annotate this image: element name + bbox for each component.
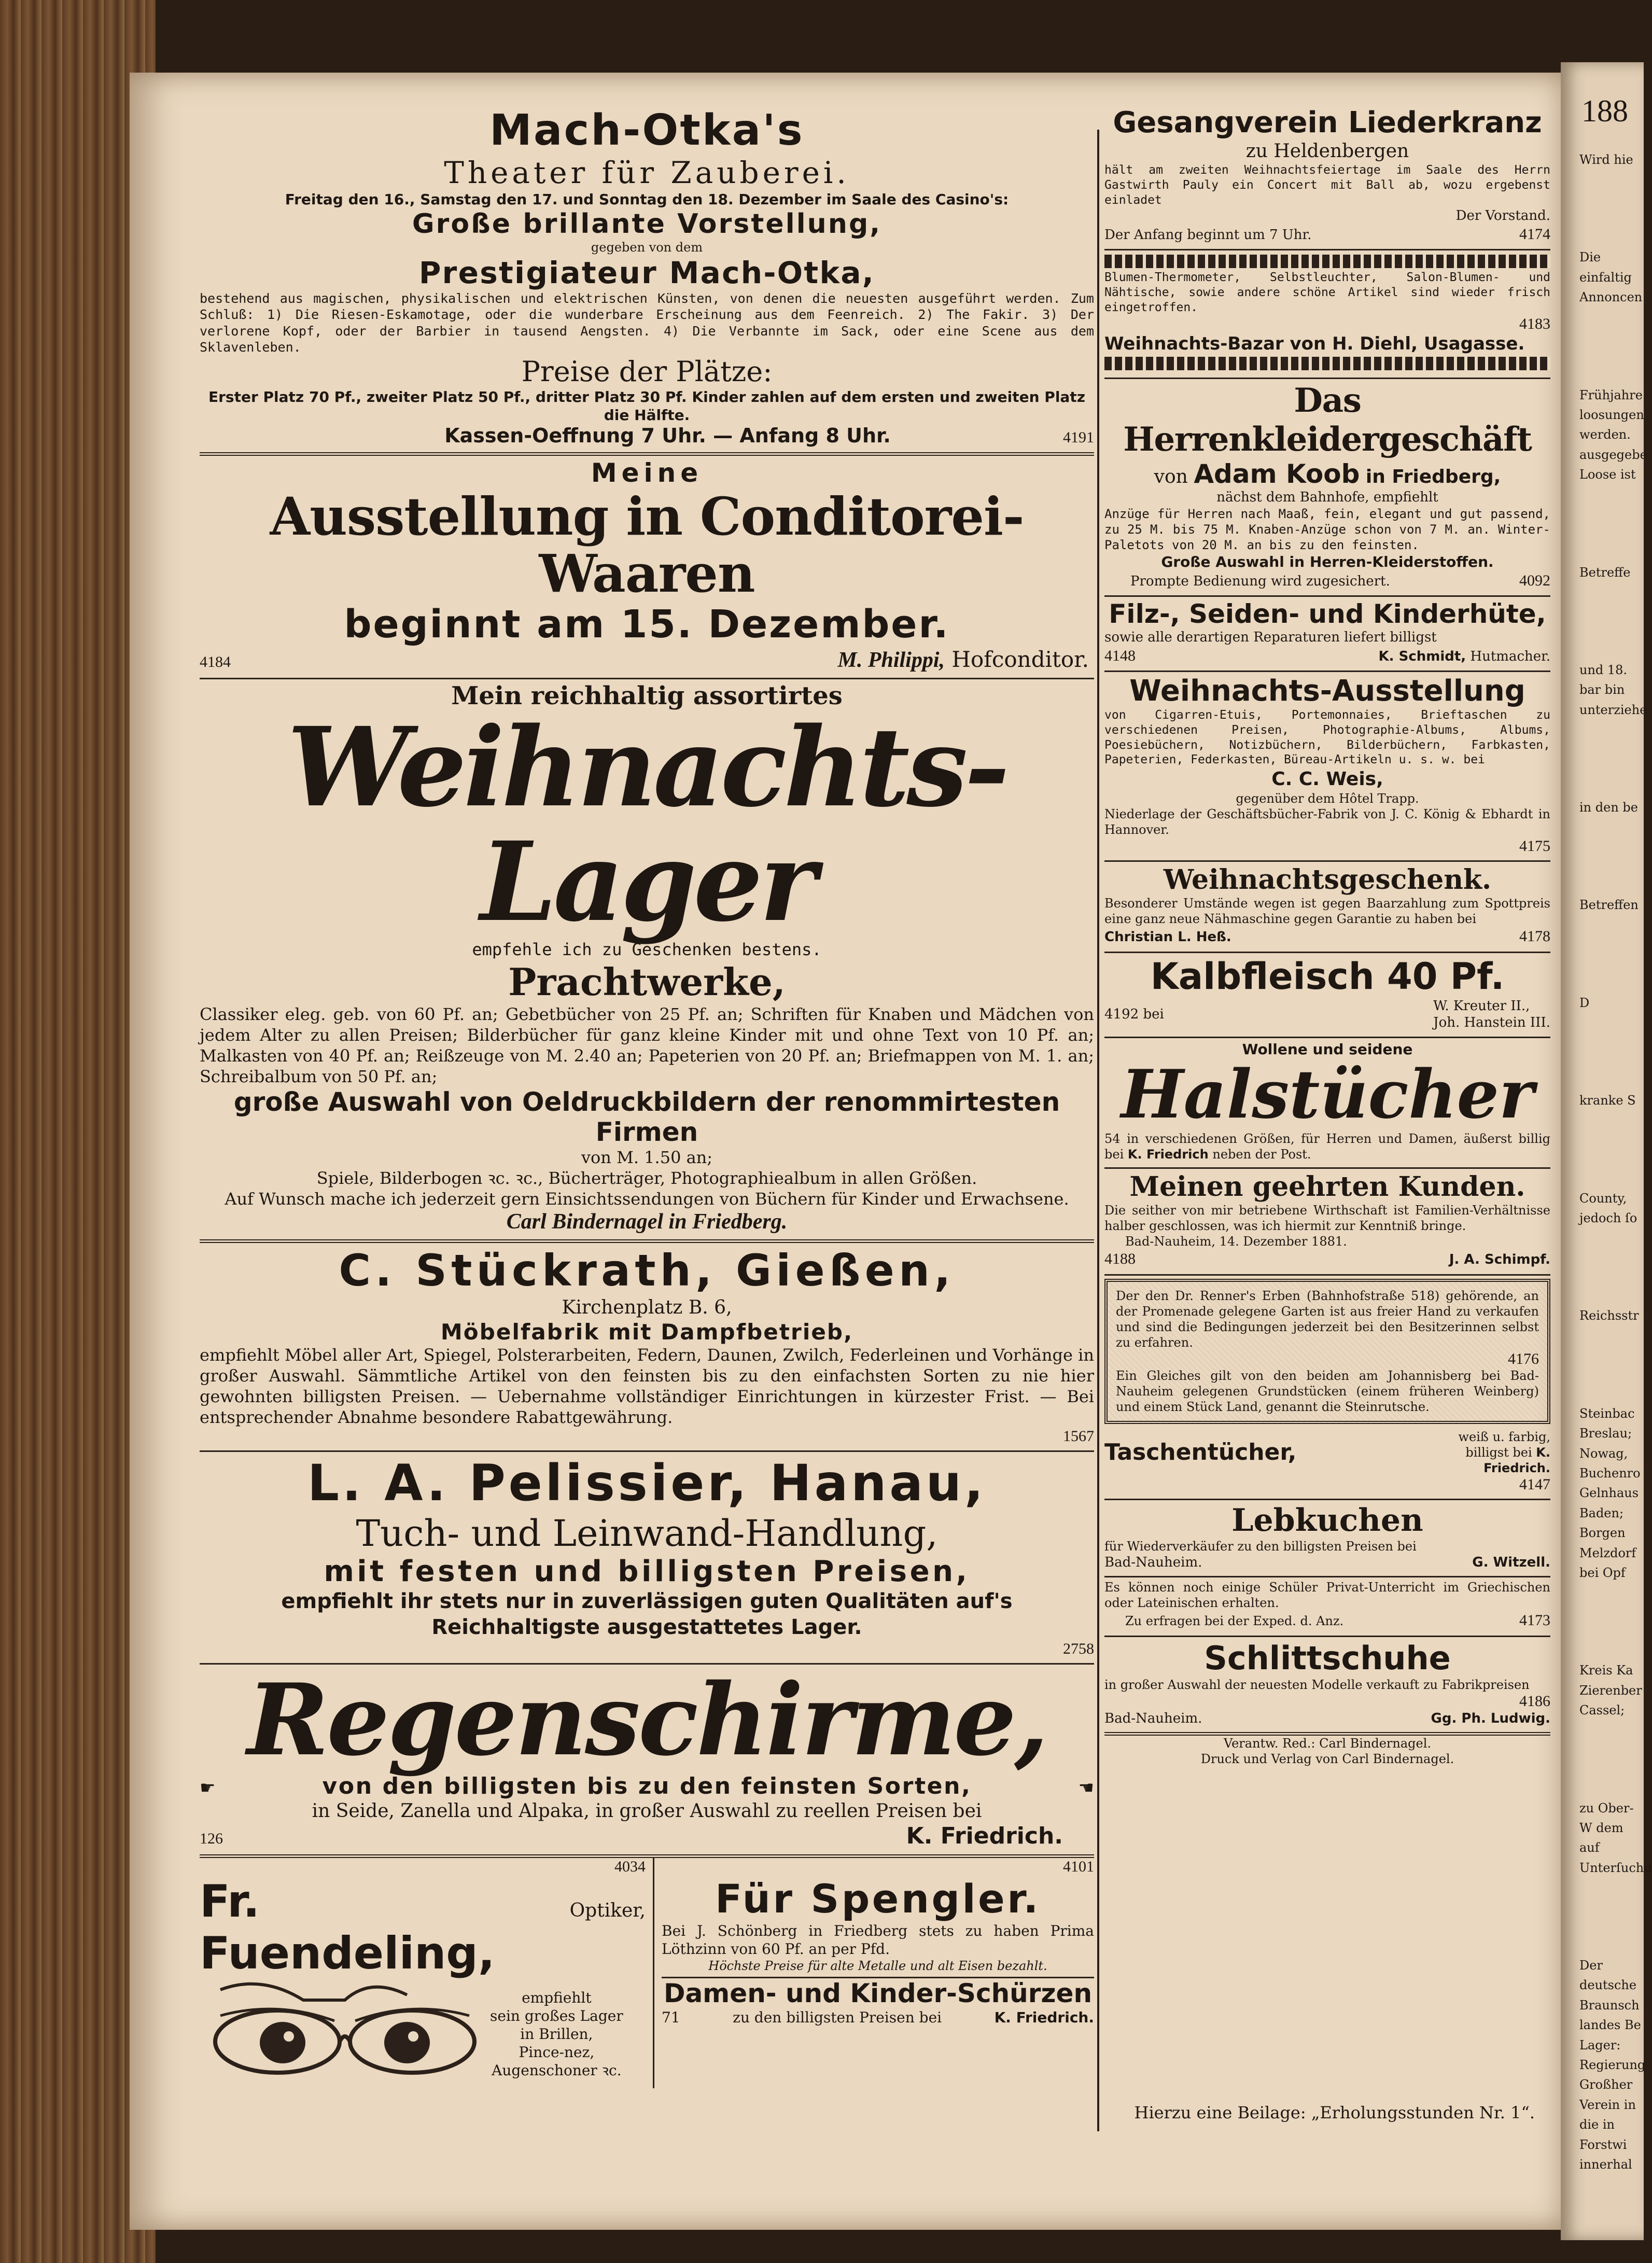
ad-body: in verschiedenen Größen, für Herren und Damen, äußerst billig bei	[1104, 1132, 1550, 1162]
ad-schuerzen-headline: Damen- und Kinder-Schürzen	[663, 1978, 1093, 2009]
imprint	[1104, 1736, 1550, 1767]
ad-body2: Ein Gleiches gilt von den beiden am Johannisberg bei Bad-Nauheim gelegenen Grundstücken (einem früheren Weinberg) und einem Stück Land, genannt die Steinrutsche.	[1116, 1368, 1539, 1414]
ad-headline: Lebkuchen	[1231, 1502, 1423, 1539]
ad-body-line: empfiehlt	[522, 1989, 592, 2006]
next-page-fragment: zu Ober-W dem auf Unterſuchu	[1579, 1800, 1652, 1875]
ad-place: zu Heldenbergen	[1245, 141, 1409, 162]
ad-time: Der Anfang beginnt um 7 Uhr.	[1104, 227, 1312, 243]
ad-headline: Schlittschuhe	[1204, 1639, 1451, 1677]
pointing-hand-left-icon: ☚	[1078, 1778, 1094, 1799]
ad-headline: C. Stückrath, Gießen,	[339, 1245, 955, 1296]
ad-body: zu den billigsten Preisen bei	[733, 2009, 942, 2027]
ad-sub2: mit festen und billigsten Preisen,	[324, 1555, 970, 1588]
ornamental-bar	[1104, 357, 1550, 370]
ad-title: Optiker,	[569, 1900, 646, 1922]
ad-body: sowie alle derartigen Reparaturen liefert billigst	[1104, 630, 1437, 645]
ad-prices: Erster Platz 70 Pf., zweiter Platz 50 Pf., dritter Platz 30 Pf. Kinder zahlen auf dem ersten und zweiten Platz die Hälfte.	[208, 388, 1085, 424]
ad-body: empfiehlt ihr stets nur in zuverlässigen guten Qualitäten auf's Reichhaltigste ausgestattetes Lager.	[281, 1589, 1013, 1639]
ad-body: hält am zweiten Weihnachtsfeiertage im Saale des Herrn Gastwirth Pauly ein Concert mit Ball ab, wozu ergebenst einladet	[1104, 163, 1550, 207]
ad-schmidt	[1104, 597, 1550, 672]
ad-sign: Weihnachts-Bazar von H. Diehl, Usagasse.	[1104, 333, 1525, 354]
ad-number: 4188	[1104, 1250, 1136, 1268]
ad-given-by: gegeben von dem	[591, 240, 703, 255]
ad-sign: Gg. Ph. Ludwig.	[1431, 1710, 1550, 1726]
next-page-fragment: Betreffe	[1579, 565, 1631, 580]
left-column	[200, 104, 1094, 2152]
next-page-fragment: Betreffen	[1579, 898, 1639, 913]
ad-pelissier	[200, 1452, 1094, 1665]
ad-line2: in Seide, Zanella und Alpaka, in großer Auswahl zu reellen Preisen bei	[312, 1800, 982, 1822]
ad-body: Blumen-Thermometer, Selbstleuchter, Salon-Blumen- und Nähtische, sowie andere schöne Artikel sind wieder frisch eingetroffen.	[1104, 271, 1550, 314]
ad-number: 4184	[200, 653, 231, 670]
ad-hours: Kassen-Oeffnung 7 Uhr. — Anfang 8 Uhr.	[444, 424, 891, 447]
ad-dates: Freitag den 16., Samstag den 17. und Sonntag den 18. Dezember im Saale des Casino's:	[285, 191, 1009, 208]
ad-sign: G. Witzell.	[1472, 1554, 1550, 1570]
ad-headline: Regenschirme,	[247, 1662, 1047, 1778]
ad-performer: Prestigiateur Mach-Otka,	[418, 255, 875, 290]
ad-sign: Der Vorstand.	[1455, 208, 1550, 224]
ad-addr: neben der Post.	[1212, 1147, 1311, 1162]
ad-mach-otka	[200, 104, 1094, 456]
next-page-fragment: in den be	[1579, 800, 1638, 815]
ad-body: Classiker eleg. geb. von 60 Pf. an; Gebetbücher von 25 Pf. an; Schriften für Knaben und Mädchen von jedem Alter zu allen Preisen; Bilderbücher für ganz kleine Kinder mit und ohne Text von 10 Pf. an; Malkasten von 40 Pf. an; Reißzeuge von M. 2.40 an; Papeterien von 20 Pf. an; Briefmappen von M. 1. an; Schreibalbum von 50 Pf. an;	[200, 1004, 1094, 1086]
ad-headline: Kalbfleisch 40 Pf.	[1150, 955, 1505, 998]
ad-sign-title: Hofconditor.	[951, 647, 1089, 672]
ad-name: Fr. Fuendeling,	[200, 1876, 495, 1980]
ad-kicker: Wollene und seidene	[1242, 1040, 1413, 1058]
ad-body2: Höchste Preise für alte Metalle und alt Eisen bezahlt.	[662, 1958, 1094, 1978]
ad-bei: bei	[1143, 1006, 1164, 1022]
ad-schlittschuhe	[1104, 1637, 1550, 1736]
ad-body: weiß u. farbig, billigst bei	[1458, 1429, 1550, 1460]
ad-number: 4147	[1519, 1475, 1550, 1493]
ad-auswahl: Große Auswahl in Herren-Kleiderstoffen.	[1161, 553, 1494, 570]
ad-headline: Halstücher	[1121, 1055, 1534, 1134]
ad-number: 4175	[1519, 837, 1550, 855]
ad-title: Mach-Otka's	[489, 106, 804, 155]
ad-oel: große Auswahl von Oeldruckbildern der renommirtesten Firmen	[233, 1087, 1060, 1147]
ad-body: Der den Dr. Renner's Erben (Bahnhofstraße 518) gehörende, an der Promenade gelegene Garten ist aus freier Hand zu verkaufen und sind die Bedingungen jederzeit bei den Besitzerinnen selbst zu erfahren.	[1116, 1288, 1539, 1350]
ad-body: empfiehlt Möbel aller Art, Spiegel, Polsterarbeiten, Federn, Daunen, Zwilch, Federleinen und Vorhänge in großer Auswahl. Sämmtliche Artikel von den feinsten bis zu den einfachsten Sorten zu nie hier gewohnten billigsten Preisen. — Uebernahme vollständiger Einrichtungen in kürzester Frist. — Bei entsprechender Abnahme besondere Rabattgewährung.	[200, 1345, 1094, 1427]
ad-name: Adam Koob	[1194, 459, 1360, 489]
ad-prices-title: Preise der Plätze:	[521, 355, 773, 388]
ad-renner-bordered	[1104, 1279, 1550, 1424]
ad-fuendeling	[200, 1858, 654, 2088]
imprint-line2: Druck und Verlag von Carl Bindernagel.	[1200, 1752, 1454, 1767]
ad-subtitle: Theater für Zauberei.	[444, 155, 850, 190]
ad-lebkuchen	[1104, 1500, 1550, 1578]
ad-body: von Cigarren-Etuis, Portemonnaies, Brieftaschen zu verschiedenen Preisen, Photographie-Albums, Albums, Poesiebüchern, Notizbüchern, Bilderbüchern, Farbkasten, Papeterien, Federkasten, Büreau-Artikeln u. s. w. bei	[1104, 708, 1550, 767]
next-page-fragment: Wird hie	[1579, 152, 1633, 167]
ad-wunsch: Auf Wunsch mache ich jederzeit gern Einsichtssendungen von Büchern für Kinder und Erwachsene.	[225, 1189, 1069, 1209]
next-page-fragment: County, jedoch ſo	[1579, 1191, 1637, 1226]
ad-stueckrath	[200, 1243, 1094, 1452]
ad-place: Bad-Nauheim.	[1104, 1554, 1202, 1570]
spectacles-eyes-icon	[200, 1979, 490, 2088]
ad-number: 4034	[614, 1858, 646, 1876]
next-page-fragment: Reichsstr	[1579, 1308, 1639, 1323]
ad-spiele: Spiele, Bilderbogen ꝛc. ꝛc., Bücherträger, Photographiealbum in allen Größen.	[316, 1168, 977, 1188]
ad-headline: Große brillante Vorstellung,	[412, 208, 882, 240]
ad-service: Prompte Bedienung wird zugesichert.	[1130, 573, 1390, 589]
ad-number: 1567	[1063, 1428, 1094, 1445]
ad-sign: K. Friedrich.	[1483, 1445, 1550, 1475]
ad-unterricht	[1104, 1577, 1550, 1637]
ad-place: Bad-Nauheim.	[1104, 1710, 1202, 1726]
ad-koob	[1104, 379, 1550, 597]
ad-headline: Meinen geehrten Kunden.	[1129, 1171, 1525, 1203]
ad-headline: Weihnachts-Lager	[287, 703, 1007, 946]
ad-body: in großer Auswahl der neuesten Modelle verkauft zu Fabrikpreisen	[1104, 1677, 1530, 1692]
ad-number: 4186	[1519, 1692, 1550, 1710]
ad-halstuecher	[1104, 1038, 1550, 1169]
ad-near: nächst dem Bahnhofe, empfiehlt	[1216, 490, 1438, 505]
next-page-fragment: kranke S	[1579, 1093, 1636, 1108]
next-page-fragment: und 18. bar bin unterziehe	[1579, 662, 1647, 717]
ad-address: gegenüber dem Hôtel Trapp.	[1236, 791, 1419, 806]
ad-prachtwerke: Prachtwerke,	[508, 960, 786, 1004]
ad-sign: K. Friedrich.	[994, 2009, 1094, 2027]
ad-kicker: Meine	[591, 458, 703, 488]
next-page-fragment: Die einfaltig Annoncen	[1579, 250, 1643, 305]
ad-body-line: Augenschoner ꝛc.	[492, 2061, 622, 2079]
ad-number: 4192	[1104, 1006, 1139, 1022]
ad-body	[490, 1989, 623, 2079]
ad-sub: beginnt am 15. Dezember.	[344, 602, 950, 647]
ad-kicker: Mein reichhaltig assortirtes	[451, 681, 843, 710]
ad-number: 4183	[1519, 315, 1550, 332]
right-column	[1104, 104, 1550, 2157]
ad-sign: Christian L. Heß.	[1104, 929, 1231, 945]
ad-headline: L. A. Pelissier, Hanau,	[307, 1454, 987, 1512]
ad-bindernagel	[200, 679, 1094, 1243]
ad-headline: Weihnachts-Ausstellung	[1129, 674, 1525, 708]
ad-headline: Taschentücher,	[1104, 1439, 1297, 1466]
ad-line1: von den billigsten bis zu den feinsten Sorten,	[322, 1773, 972, 1800]
ad-sign: K. Friedrich.	[906, 1823, 1063, 1850]
ad-sub: Tuch- und Leinwand-Handlung,	[356, 1512, 938, 1555]
ad-city: in Friedberg,	[1365, 466, 1501, 487]
ad-regenschirme	[200, 1662, 1094, 1858]
next-page-fragment: Der deutsche Braunsch landes Be Lager: Regierung Großher Verein in die in Forstwi innerhal	[1579, 1958, 1646, 2172]
ad-number: 54	[1104, 1132, 1121, 1147]
ornamental-bar	[1104, 255, 1550, 268]
ad-body: Besonderer Umstände wegen ist gegen Baarzahlung zum Spottpreis eine ganz neue Nähmaschine gegen Garantie zu haben bei	[1104, 896, 1550, 926]
ad-address: Kirchenplatz B. 6,	[562, 1297, 732, 1318]
ad-body-line: Pince-nez,	[519, 2043, 595, 2061]
ad-number: 4191	[1063, 429, 1094, 446]
ad-number: 71	[662, 2009, 680, 2027]
ad-headline: Weihnachtsgeschenk.	[1163, 864, 1492, 896]
ad-sign: J. A. Schimpf.	[1449, 1252, 1550, 1268]
ad-body: Bei J. Schönberg in Friedberg stets zu haben Prima Löthzinn von 60 Pf. an per Pfd.	[662, 1922, 1094, 1958]
ad-weis	[1104, 672, 1550, 862]
next-page-edge	[1561, 62, 1652, 2240]
ad-sub: Möbelfabrik mit Dampfbetrieb,	[440, 1319, 853, 1345]
ad-number: 2758	[1063, 1640, 1094, 1657]
ad-role: Hutmacher.	[1470, 648, 1550, 664]
ad-name: C. C. Weis,	[1271, 769, 1383, 790]
ad-body-line: sein großes Lager	[490, 2007, 623, 2024]
ad-body: Anzüge für Herren nach Maaß, fein, elegant und gut passend, zu 25 M. bis 75 M. Knaben-Anzüge schon von 7 M. an. Winter-Paletots von 20 M. an bis zu den feinsten.	[1104, 506, 1550, 552]
imprint-line1: Verantw. Red.: Carl Bindernagel.	[1223, 1736, 1432, 1751]
next-page-fragment: Frühjahre loosungen werden. ausgegebe Loose ist	[1579, 387, 1647, 482]
ad-number: 4092	[1519, 571, 1550, 589]
ad-headline: Filz-, Seiden- und Kinderhüte,	[1109, 599, 1546, 629]
ad-schimpf	[1104, 1169, 1550, 1276]
ad-body: Die seither von mir betriebene Wirthschaft ist Familien-Verhältnisse halber geschlossen, was ich hiermit zur Kenntniß bringe.	[1104, 1203, 1550, 1234]
bottom-ads-row	[200, 1858, 1094, 2088]
ad-taschentuecher	[1104, 1427, 1550, 1500]
ad-body-line: in Brillen,	[520, 2025, 593, 2043]
ad-sign: K. Schmidt,	[1378, 648, 1466, 664]
ad-number: 126	[200, 1830, 223, 1848]
ad-diehl	[1104, 250, 1550, 379]
ad-from: von	[1154, 466, 1188, 487]
ad-number: 4174	[1519, 225, 1550, 243]
ad-oel-price: von M. 1.50 an;	[581, 1148, 713, 1167]
ad-number: 4178	[1519, 928, 1550, 945]
ad-niederlage: Niederlage der Geschäftsbücher-Fabrik von J. C. König & Ebhardt in Hannover.	[1104, 807, 1550, 837]
ad-date: Bad-Nauheim, 14. Dezember 1881.	[1125, 1234, 1347, 1249]
ad-number: 4101	[1063, 1858, 1094, 1876]
ad-liederkranz	[1104, 104, 1550, 250]
ad-number: 4173	[1519, 1612, 1550, 1629]
ad-sign: K. Friedrich	[1127, 1147, 1209, 1162]
ad-kalbfleisch	[1104, 953, 1550, 1038]
ad-body: für Wiederverkäufer zu den billigsten Preisen bei	[1104, 1539, 1417, 1554]
ad-title: Gesangverein Liederkranz	[1113, 106, 1542, 139]
ad-headline: Für Spengler.	[715, 1876, 1041, 1922]
ad-number: 4148	[1104, 647, 1136, 664]
ad-sign-name: M. Philippi,	[837, 648, 945, 672]
next-page-fragment: Kreis Ka Zierenber Cassel;	[1579, 1663, 1642, 1718]
pointing-hand-right-icon: ☛	[200, 1778, 216, 1799]
ad-ask: Zu erfragen bei der Exped. d. Anz.	[1125, 1614, 1344, 1629]
ad-body: bestehend aus magischen, physikalischen und elektrischen Künsten, von denen die neuesten ausgeführt werden. Zum Schluß: 1) Die Riesen-Eskamotage, oder die wunderbare Erscheinung aus dem Feenreich. 2) The Fakir. 3) Der verlorene Kopf, oder der Barbier in tausend Aengsten. 4) Die Verbannte im Sack, oder eine Scene aus dem Sklavenleben.	[200, 291, 1094, 355]
ad-hess	[1104, 862, 1550, 953]
ad-number: 4176	[1508, 1350, 1539, 1367]
ad-name1: W. Kreuter II.,	[1433, 998, 1530, 1014]
ad-headline: Ausstellung in Conditorei-Waaren	[270, 486, 1024, 604]
ad-sign: Carl Bindernagel in Friedberg.	[506, 1210, 788, 1234]
ad-philippi	[200, 456, 1094, 679]
ad-sub: empfehle ich zu Geschenken bestens.	[472, 940, 822, 959]
ad-spengler-and-schuerzen	[654, 1858, 1094, 2088]
next-page-fragment: D	[1579, 995, 1590, 1010]
next-page-fragment: Steinbac Breslau; Nowag, Buchenro Gelnhaus Baden; Borgen Melzdorf bei Opf	[1579, 1406, 1641, 1580]
page-number: 188	[1581, 94, 1628, 128]
footer-note: Hierzu eine Beilage: „Erholungsstunden Nr. 1“.	[1134, 2103, 1535, 2122]
ad-body: Es können noch einige Schüler Privat-Unterricht im Griechischen oder Lateinischen erhalten.	[1104, 1580, 1550, 1611]
ad-headline: Das Herrenkleidergeschäft	[1123, 381, 1532, 459]
ad-name2: Joh. Hanstein III.	[1433, 1015, 1550, 1030]
column-divider	[1097, 130, 1099, 2131]
